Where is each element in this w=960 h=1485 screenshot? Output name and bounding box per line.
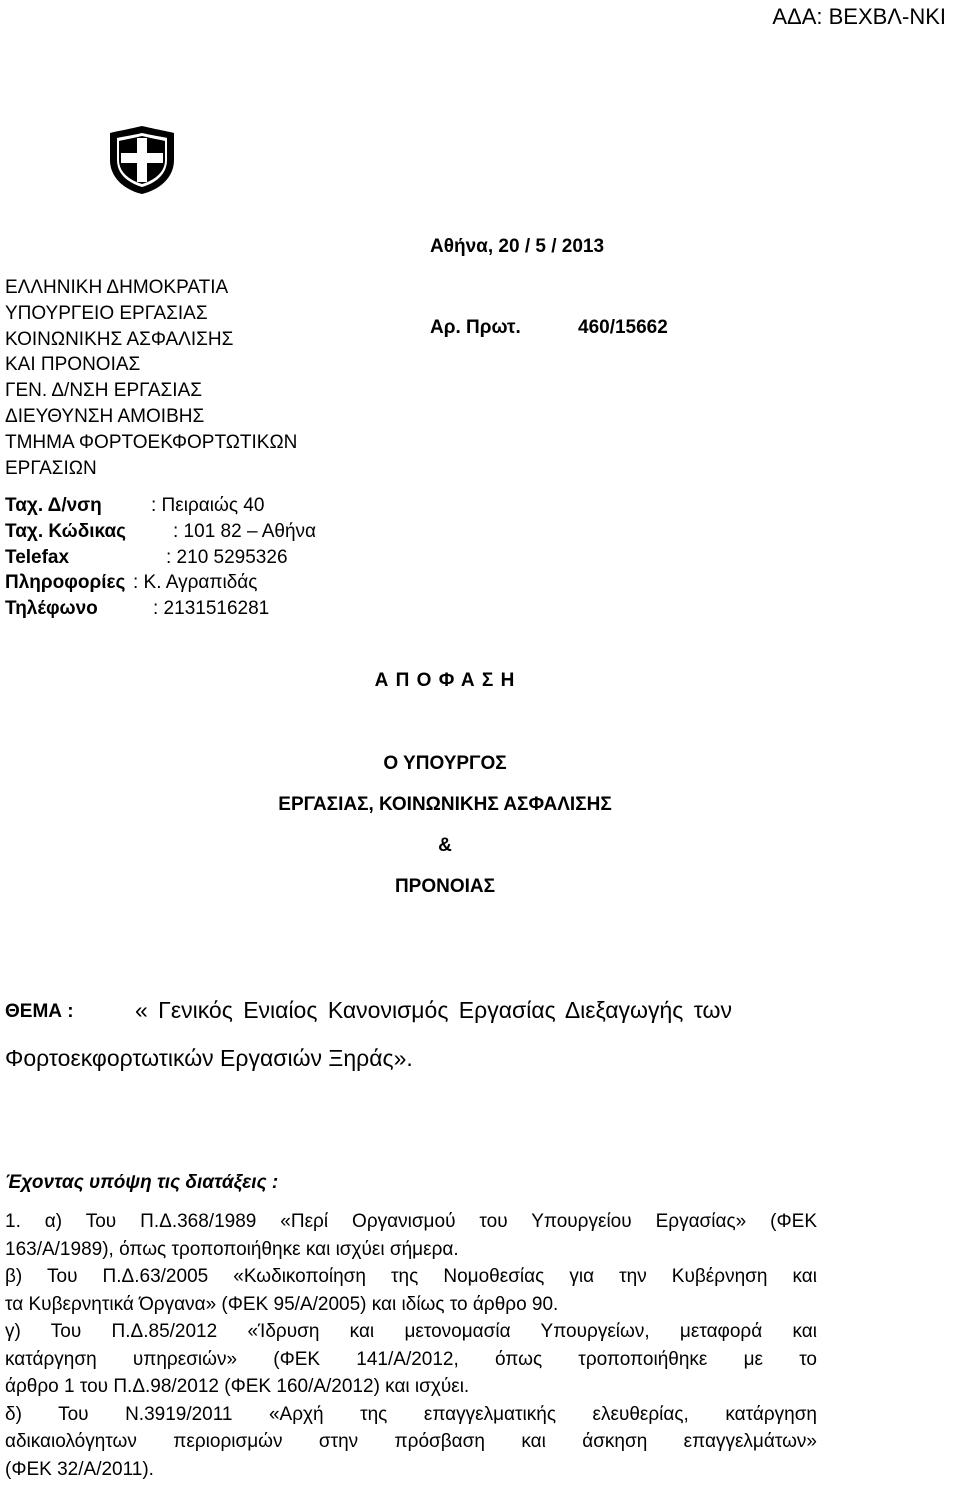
header-line: ΕΛΛΗΝΙΚΗ ΔΗΜΟΚΡΑΤΙΑ [5,277,229,298]
contact-row [5,493,265,519]
contact-row [5,596,270,622]
header-line: ΥΠΟΥΡΓΕΙΟ ΕΡΓΑΣΙΑΣ [5,302,208,324]
protocol-number-block [430,317,668,339]
contact-label: Ταχ. Κώδικας [5,520,127,542]
header-line: ΚΑΙ ΠΡΟΝΟΙΑΣ [5,354,141,376]
place-date: Αθήνα, 20 / 5 / 2013 [430,236,605,257]
protocol-number: 460/15662 [578,317,668,338]
contact-value: : Κ. Αγραπιδάς [133,572,258,594]
contact-value: : 210 5295326 [166,546,288,568]
issuer-header [5,275,297,481]
ada-code: ΑΔΑ: ΒΕΧΒΛ-ΝΚΙ [772,4,946,29]
ampersand: & [438,835,452,856]
protocol-label: Αρ. Πρωτ. [430,317,521,338]
provision-line: κατάργηση υπηρεσιών» (ΦΕΚ 141/Α/2012, όπως τροποποιήθηκε με το [5,1348,817,1370]
provision-line: β) Του Π.Δ.63/2005 «Κωδικοποίηση της Νομοθεσίας για την Κυβέρνηση και [5,1266,817,1287]
provision-line: δ) Του Ν.3919/2011 «Αρχή της επαγγελματικής ελευθερίας, κατάργηση [5,1403,817,1425]
header-line: ΚΟΙΝΩΝΙΚΗΣ ΑΣΦΑΛΙΣΗΣ [5,328,234,350]
contact-row [5,545,288,571]
header-line: ΕΡΓΑΣΙΩΝ [5,457,97,479]
welfare-line: ΠΡΟΝΟΙΑΣ [394,876,496,897]
contact-details [5,493,317,622]
provision-line: άρθρο 1 του Π.Δ.98/2012 (ΦΕΚ 160/Α/2012) και ισχύει. [5,1376,470,1397]
contact-row [5,570,258,596]
provision-line: τα Κυβερνητικά Όργανα» (ΦΕΚ 95/Α/2005) και ιδίως το άρθρο 90. [5,1293,559,1315]
header-line: ΤΜΗΜΑ ΦΟΡΤΟΕΚΦΟΡΤΩΤΙΚΩΝ [5,431,298,453]
ministry-line: ΕΡΓΑΣΙΑΣ, ΚΟΙΝΩΝΙΚΗΣ ΑΣΦΑΛΙΣΗΣ [278,794,612,815]
subject-text-line: « Γενικός Ενιαίος Κανονισμός Εργασίας Διεξαγωγής των [135,997,732,1023]
provision-line: 1. α) Του Π.Δ.368/1989 «Περί Οργανισμού του Υπουργείου Εργασίας» (ΦΕΚ [5,1211,817,1232]
considering-heading: Έχοντας υπόψη τις διατάξεις : [5,1172,279,1193]
minister-line: Ο ΥΠΟΥΡΓΟΣ [383,753,507,774]
contact-label: Telefax [5,546,70,568]
provision-line: (ΦΕΚ 32/Α/2011). [5,1458,154,1480]
provision-line: αδικαιολόγητων περιορισμών στην πρόσβαση και άσκηση επαγγελμάτων» [5,1431,817,1452]
provision-line: 163/Α/1989), όπως τροποποιήθηκε και ισχύει σήμερα. [5,1238,459,1260]
subject-text-line: Φορτοεκφορτωτικών Εργασιών Ξηράς». [5,1045,413,1071]
legal-provisions-list [5,1208,817,1483]
header-line: ΔΙΕΥΘΥΝΣΗ ΑΜΟΙΒΗΣ [5,405,205,427]
contact-value: : Πειραιώς 40 [151,495,265,516]
contact-value: : 101 82 – Αθήνα [173,520,317,542]
greek-coat-of-arms-icon [107,124,177,196]
contact-label: Τηλέφωνο [5,598,98,620]
provision-line: γ) Του Π.Δ.85/2012 «Ίδρυση και μετονομασία Υπουργείων, μεταφορά και [5,1321,817,1342]
contact-row [5,519,317,545]
contact-value: : 2131516281 [153,598,270,620]
decision-title: Α Π Ο Φ Α Σ Η [374,670,516,691]
header-line: ΓΕΝ. Δ/ΝΣΗ ΕΡΓΑΣΙΑΣ [5,380,202,402]
contact-label: Ταχ. Δ/νση [5,495,102,516]
contact-label: Πληροφορίες [5,572,126,594]
subject-label: ΘΕΜΑ : [5,1001,74,1022]
